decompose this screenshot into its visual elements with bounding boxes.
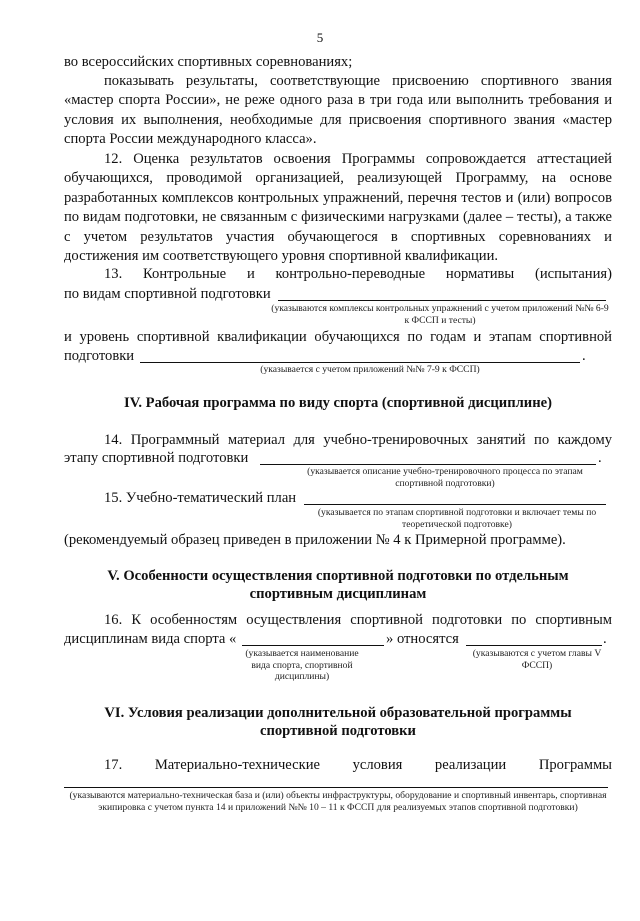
fill-line-17 — [64, 787, 608, 788]
fill-line-13b — [140, 362, 580, 363]
period-13: . — [582, 348, 586, 364]
period-16: . — [603, 631, 607, 647]
fill-line-16a — [242, 645, 384, 646]
paragraph-13-line1: 13. Контрольные и контрольно-переводные нормативы (испытания) — [104, 266, 612, 282]
paragraph-15-line1: 15. Учебно-тематический план — [104, 490, 297, 506]
page-number: 5 — [316, 30, 324, 45]
period-14: . — [598, 450, 602, 466]
section-heading-4: IV. Рабочая программа по виду спорта (спортивной дисциплине) — [124, 395, 552, 411]
fill-line-16b — [466, 645, 602, 646]
paragraph-12: 12. Оценка результатов освоения Программы сопровождается аттестацией обучающихся, проводимой организацией, реализующей Программу, на основе разработанных комплексов контрольных упражнений, перечня тестов и (или) вопросов по видам подготовки, не связанным с физическими нагрузками (далее – тесты), а также с учетом результатов участия обучающегося в спортивных соревнованиях и достижения им соответствующего уровня спортивной квалификации. — [64, 151, 612, 265]
paragraph-13-line3: и уровень спортивной квалификации обучающихся по годам и этапам спортивной — [64, 329, 612, 345]
paragraph-14-line1: 14. Программный материал для учебно-тренировочных занятий по каждому — [104, 432, 612, 448]
fill-line-15 — [304, 504, 606, 505]
paragraph-16-part-b: » относятся — [386, 631, 459, 647]
paragraph-17-line1: 17. Материально-технические условия реализации Программы — [104, 757, 612, 773]
note-16a: (указывается наименование вида спорта, спортивной дисциплины) — [245, 648, 359, 682]
fill-line-13a — [278, 300, 606, 301]
section-heading-6-line1: VI. Условия реализации дополнительной образовательной программы — [104, 705, 572, 721]
fill-line-14 — [260, 464, 596, 465]
paragraph-14-line2: этапу спортивной подготовки — [64, 450, 249, 466]
paragraph-13-line2: по видам спортивной подготовки — [64, 286, 271, 302]
section-heading-5-line2: спортивным дисциплинам — [249, 586, 427, 602]
paragraph-16-part-a: дисциплинам вида спорта « — [64, 631, 237, 647]
paragraph-15-line2: (рекомендуемый образец приведен в приложении № 4 к Примерной программе). — [64, 532, 566, 548]
section-heading-5-line1: V. Особенности осуществления спортивной подготовки по отдельным — [107, 568, 569, 584]
note-13b: (указывается с учетом приложений №№ 7-9 к ФССП) — [260, 364, 480, 375]
note-16b: (указываются с учетом главы V ФССП) — [472, 648, 602, 671]
paragraph-16-line1: 16. К особенностям осуществления спортивной подготовки по спортивным — [104, 612, 612, 628]
paragraph-show-results: показывать результаты, соответствующие присвоению спортивного звания «мастер спорта России», не реже одного раза в три года или выполнить требования и условия их выполнения, необходимые для присвоения спортивного звания «мастер спорта России международного класса». — [64, 73, 612, 148]
note-14: (указывается описание учебно-тренировочного процесса по этапам спортивной подготовки) — [307, 466, 583, 489]
note-17: (указываются материально-техническая база и (или) объекты инфраструктуры, оборудование и спортивный инвентарь, спортивная экипировка с учетом пункта 14 и приложений №№ 10 – 11 к ФССП для реализуемых этапов спортивной подготовки) — [69, 790, 607, 813]
note-13a: (указываются комплексы контрольных упражнений с учетом приложений №№ 6-9 к ФССП и тесты) — [271, 303, 609, 326]
note-15: (указывается по этапам спортивной подготовки и включает темы по теоретической подготовке) — [317, 507, 597, 530]
paragraph-intro: во всероссийских спортивных соревнованиях; — [64, 54, 353, 70]
paragraph-13-line4: подготовки — [64, 348, 135, 364]
section-heading-6-line2: спортивной подготовки — [260, 723, 416, 739]
